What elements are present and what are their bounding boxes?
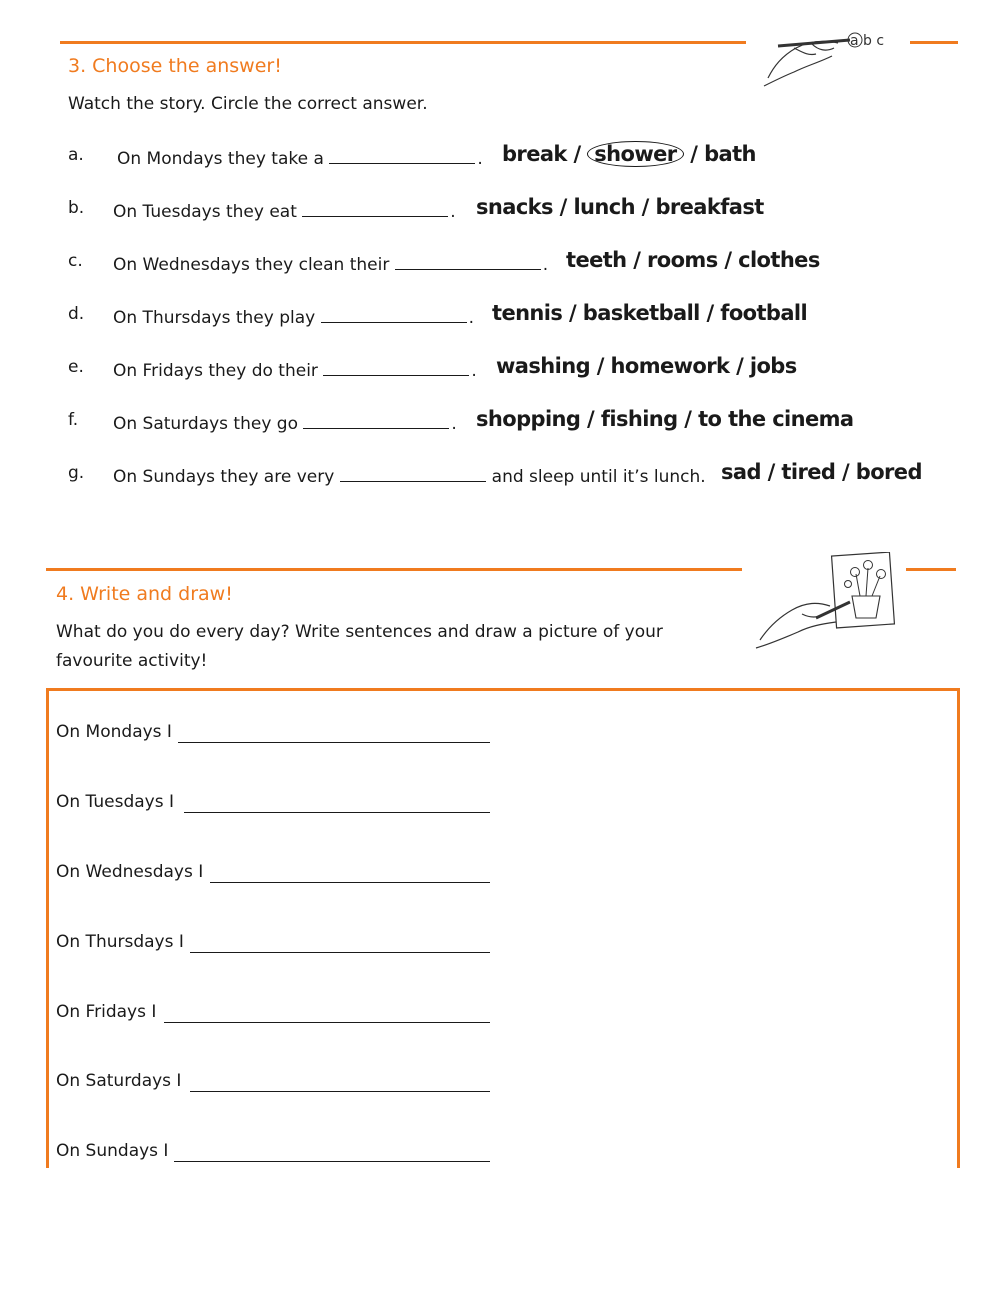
question-letter: e.: [68, 357, 84, 377]
write-row-label: On Saturdays I: [56, 1071, 182, 1091]
answer-blank[interactable]: [321, 304, 467, 323]
question-letter: d.: [68, 304, 85, 324]
write-row-line[interactable]: [164, 1021, 490, 1023]
section4-title: 4. Write and draw!: [56, 583, 233, 605]
question-letter: f.: [68, 410, 79, 430]
answer-option[interactable]: lunch: [573, 195, 635, 219]
question-prompt: On Fridays they do their: [113, 361, 318, 381]
answer-options: [502, 142, 756, 166]
answer-option[interactable]: washing: [496, 354, 591, 378]
answer-options: [566, 248, 820, 272]
write-row-line[interactable]: [184, 811, 490, 813]
answer-blank[interactable]: [395, 251, 541, 270]
answer-blank[interactable]: [340, 463, 486, 482]
option-separator: /: [699, 301, 721, 325]
section3-rule-right: [910, 41, 958, 44]
option-separator: /: [562, 301, 583, 325]
section3-instruction: Watch the story. Circle the correct answer.: [68, 94, 428, 114]
option-separator: /: [590, 354, 611, 378]
question-end: .: [542, 255, 549, 275]
answer-option[interactable]: fishing: [600, 407, 678, 431]
section4-rule-right: [906, 568, 956, 571]
section4-instruction: [56, 618, 663, 676]
section4-rule-left: [46, 568, 742, 571]
answer-option[interactable]: breakfast: [655, 195, 764, 219]
answer-option[interactable]: football: [720, 301, 808, 325]
question-prompt-line: [113, 463, 706, 487]
answer-options: [476, 195, 764, 219]
question-prompt: On Mondays they take a: [117, 149, 324, 169]
question-prompt-line: [113, 198, 456, 222]
question-suffix: and sleep until it’s lunch.: [491, 467, 706, 487]
write-row-line[interactable]: [174, 1160, 490, 1162]
question-prompt-line: [113, 304, 474, 328]
answer-option[interactable]: to the cinema: [698, 407, 854, 431]
write-and-draw-box: [46, 688, 960, 1168]
section3-rule-left: [60, 41, 746, 44]
question-prompt: On Thursdays they play: [113, 308, 316, 328]
section4-instruction-line2: favourite activity!: [56, 651, 208, 671]
answer-blank[interactable]: [303, 410, 449, 429]
answer-option[interactable]: rooms: [647, 248, 718, 272]
hand-drawing-flowers-icon: [752, 552, 902, 652]
answer-option[interactable]: clothes: [738, 248, 820, 272]
option-separator: /: [580, 407, 601, 431]
question-end: .: [477, 149, 483, 169]
answer-option[interactable]: shopping: [476, 407, 581, 431]
answer-option[interactable]: bath: [704, 142, 756, 166]
section3-title: 3. Choose the answer!: [68, 55, 282, 77]
write-row-label: On Thursdays I: [56, 932, 184, 952]
answer-option[interactable]: snacks: [476, 195, 553, 219]
question-prompt: On Tuesdays they eat: [113, 202, 297, 222]
answer-blank[interactable]: [323, 357, 469, 376]
answer-option[interactable]: shower: [587, 141, 683, 167]
question-letter: b.: [68, 198, 85, 218]
question-prompt: On Sundays they are very: [113, 467, 335, 487]
answer-options: [496, 354, 797, 378]
answer-option[interactable]: bored: [855, 460, 922, 484]
option-separator: /: [677, 407, 699, 431]
section4-instruction-line1: What do you do every day? Write sentences and draw a picture of your: [56, 622, 663, 642]
question-prompt-line: [113, 410, 457, 434]
question-prompt-line: [113, 251, 548, 275]
option-separator: /: [634, 195, 656, 219]
question-prompt: On Saturdays they go: [113, 414, 298, 434]
write-row-label: On Fridays I: [56, 1002, 157, 1022]
option-separator: /: [566, 142, 588, 166]
question-prompt: On Wednesdays they clean their: [113, 255, 390, 275]
question-letter: a.: [68, 145, 84, 165]
question-end: .: [451, 414, 457, 434]
answer-option[interactable]: break: [502, 142, 567, 166]
answer-option[interactable]: tennis: [492, 301, 563, 325]
answer-option[interactable]: jobs: [749, 354, 797, 378]
write-row-line[interactable]: [190, 1090, 490, 1092]
write-row-label: On Sundays I: [56, 1141, 169, 1161]
write-row-label: On Wednesdays I: [56, 862, 204, 882]
question-end: .: [471, 361, 477, 381]
answer-blank[interactable]: [302, 198, 448, 217]
answer-option[interactable]: sad: [721, 460, 761, 484]
abc-letters: a b c: [850, 33, 885, 49]
option-separator: /: [552, 195, 574, 219]
write-row-label: On Tuesdays I: [56, 792, 174, 812]
write-row-line[interactable]: [178, 741, 490, 743]
option-separator: /: [729, 354, 750, 378]
write-row-line[interactable]: [210, 881, 490, 883]
write-row-label: On Mondays I: [56, 722, 172, 742]
answer-option[interactable]: homework: [610, 354, 730, 378]
write-row-line[interactable]: [190, 951, 490, 953]
option-separator: /: [683, 142, 705, 166]
option-separator: /: [835, 460, 856, 484]
question-end: .: [468, 308, 475, 328]
option-separator: /: [626, 248, 648, 272]
question-prompt-line: [113, 357, 477, 381]
question-letter: c.: [68, 251, 83, 271]
answer-options: [492, 301, 807, 325]
option-separator: /: [717, 248, 739, 272]
question-letter: g.: [68, 463, 85, 483]
answer-blank[interactable]: [329, 145, 475, 164]
option-separator: /: [760, 460, 782, 484]
question-end: .: [450, 202, 456, 222]
hand-writing-icon: [754, 26, 904, 96]
question-prompt-line: [117, 145, 483, 169]
answer-option[interactable]: tired: [781, 460, 836, 484]
answer-option[interactable]: basketball: [582, 301, 700, 325]
answer-option[interactable]: teeth: [566, 248, 627, 272]
answer-options: [721, 460, 922, 484]
answer-options: [476, 407, 854, 431]
